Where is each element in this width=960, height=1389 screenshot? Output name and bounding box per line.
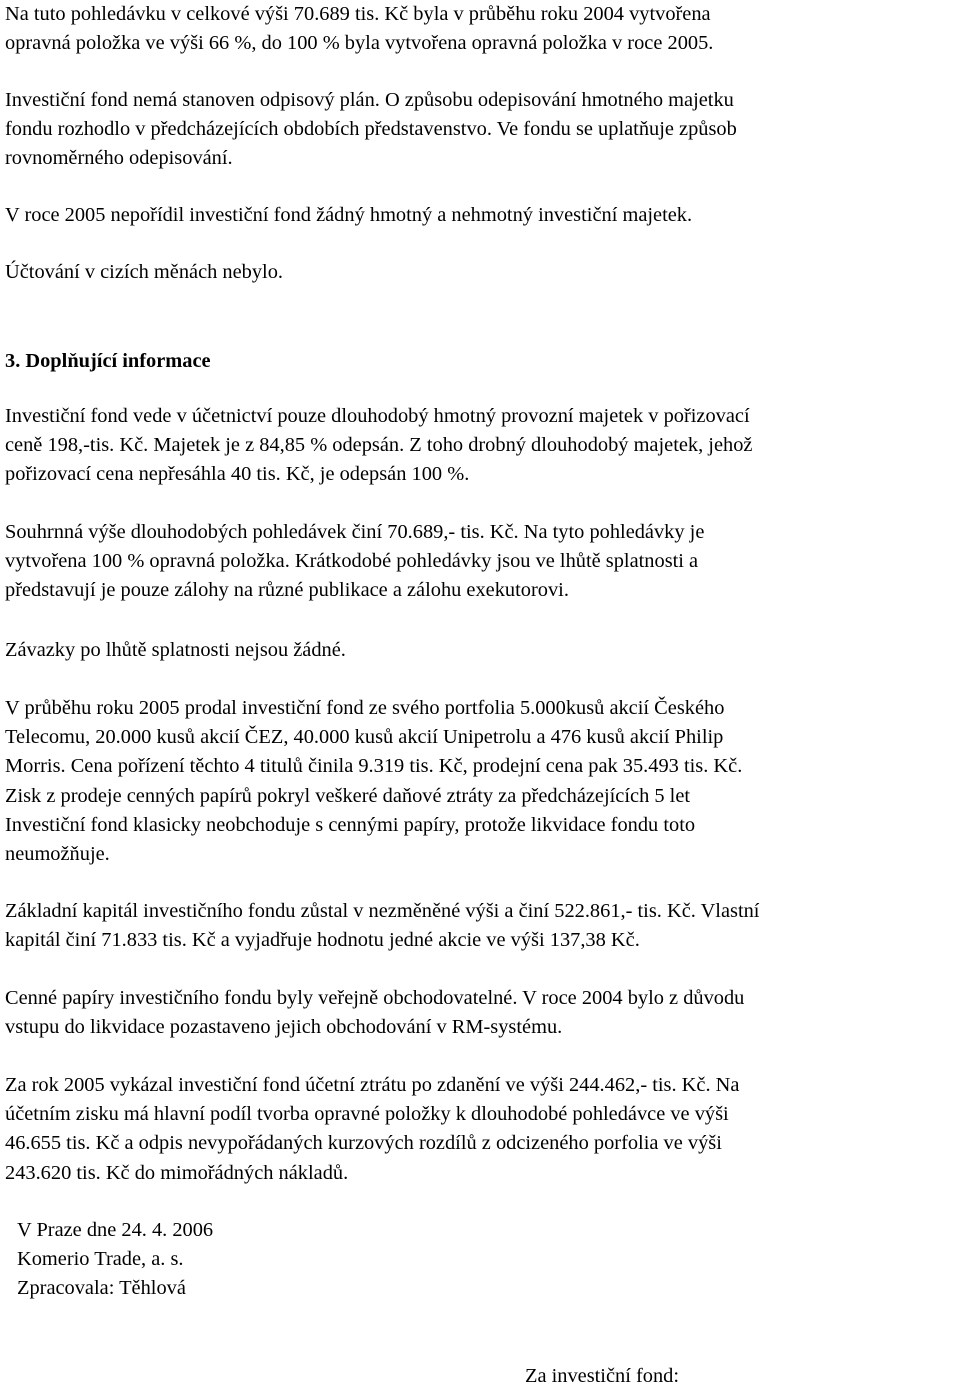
paragraph-annual-loss <box>5 1071 955 1188</box>
paragraph-receivable-provision <box>5 0 955 58</box>
paragraph-no-acquisitions <box>5 201 955 230</box>
text-line: V průběhu roku 2005 prodal investiční fond ze svého portfolia 5.000kusů akcií Českého <box>5 697 725 719</box>
text-line: opravná položka ve výši 66 %, do 100 % byla vytvořena opravná položka v roce 2005. <box>5 32 714 55</box>
text-line: Na tuto pohledávku v celkové výši 70.689 tis. Kč byla v průběhu roku 2004 vytvořena <box>5 3 711 25</box>
company-name: Komerio Trade, a. s. <box>17 1248 184 1270</box>
text-line: rovnoměrného odepisování. <box>5 147 233 170</box>
text-line: pořizovací cena nepřesáhla 40 tis. Kč, je odepsán 100 %. <box>5 463 470 486</box>
text-line: Souhrnná výše dlouhodobých pohledávek činí 70.689,- tis. Kč. Na tyto pohledávky je <box>5 521 705 543</box>
text-line: Zisk z prodeje cenných papírů pokryl veškeré daňové ztráty za předcházejících 5 let <box>5 784 691 807</box>
text-line: 243.620 tis. Kč do mimořádných nákladů. <box>5 1161 349 1184</box>
text-line: představují je pouze zálohy na různé publikace a zálohu exekutorovi. <box>5 579 569 602</box>
text-line: Za rok 2005 vykázal investiční fond účetní ztrátu po zdanění ve výši 244.462,- tis. Kč. Na <box>5 1074 740 1096</box>
text-line: Cenné papíry investičního fondu byly veřejně obchodovatelné. V roce 2004 bylo z důvodu <box>5 987 745 1009</box>
paragraph-fixed-assets <box>5 402 955 490</box>
text-line: Investiční fond vede v účetnictví pouze dlouhodobý hmotný provozní majetek v pořizovací <box>5 405 750 427</box>
text-line: Telecomu, 20.000 kusů akcií ČEZ, 40.000 kusů akcií Unipetrolu a 476 kusů akcií Philip <box>5 726 724 749</box>
section-heading: 3. Doplňující informace <box>5 350 211 372</box>
paragraph-liabilities <box>5 636 955 665</box>
paragraph-share-capital <box>5 897 955 955</box>
text-line: fondu rozhodlo v předcházejících obdobích představenstvo. Ve fondu se uplatňuje způsob <box>5 118 737 141</box>
text-line: Účtování v cizích měnách nebylo. <box>5 261 284 283</box>
text-line: Morris. Cena pořízení těchto 4 titulů činila 9.319 tis. Kč, prodejní cena pak 35.493 tis. Kč. <box>5 755 743 778</box>
signature-block <box>17 1216 213 1303</box>
paragraph-portfolio-sale <box>5 694 955 869</box>
text-line: neumožňuje. <box>5 843 110 866</box>
text-line: účetním zisku má hlavní podíl tvorba opravné položky k dlouhodobé pohledávce ve výši <box>5 1103 729 1126</box>
text-line: kapitál činí 71.833 tis. Kč a vyjadřuje hodnotu jedné akcie ve výši 137,38 Kč. <box>5 929 640 952</box>
place-date: V Praze dne 24. 4. 2006 <box>17 1219 214 1241</box>
text-line: vytvořena 100 % opravná položka. Krátkodobé pohledávky jsou ve lhůtě splatnosti a <box>5 550 699 573</box>
prepared-by: Zpracovala: Těhlová <box>17 1277 186 1299</box>
text-line: ceně 198,-tis. Kč. Majetek je z 84,85 % odepsán. Z toho drobný dlouhodobý majetek, jehož <box>5 434 753 457</box>
text-line: vstupu do likvidace pozastaveno jejich obchodování v RM-systému. <box>5 1016 563 1039</box>
text-line: Investiční fond klasicky neobchoduje s cennými papíry, protože likvidace fondu toto <box>5 813 696 836</box>
text-line: Závazky po lhůtě splatnosti nejsou žádné. <box>5 639 346 661</box>
text-line: 46.655 tis. Kč a odpis nevypořádaných kurzových rozdílů z odcizeného porfolia ve výši <box>5 1132 722 1155</box>
paragraph-foreign-currency <box>5 258 955 287</box>
text-line: Investiční fond nemá stanoven odpisový plán. O způsobu odepisování hmotného majetku <box>5 89 734 111</box>
paragraph-receivables <box>5 518 955 606</box>
paragraph-depreciation-plan <box>5 86 955 174</box>
paragraph-securities-trading <box>5 984 955 1042</box>
text-line: Základní kapitál investičního fondu zůstal v nezměněné výši a činí 522.861,- tis. Kč. Vlastní <box>5 900 760 922</box>
text-line: V roce 2005 nepořídil investiční fond žádný hmotný a nehmotný investiční majetek. <box>5 204 693 226</box>
fund-signature-label: Za investiční fond: <box>525 1365 680 1387</box>
